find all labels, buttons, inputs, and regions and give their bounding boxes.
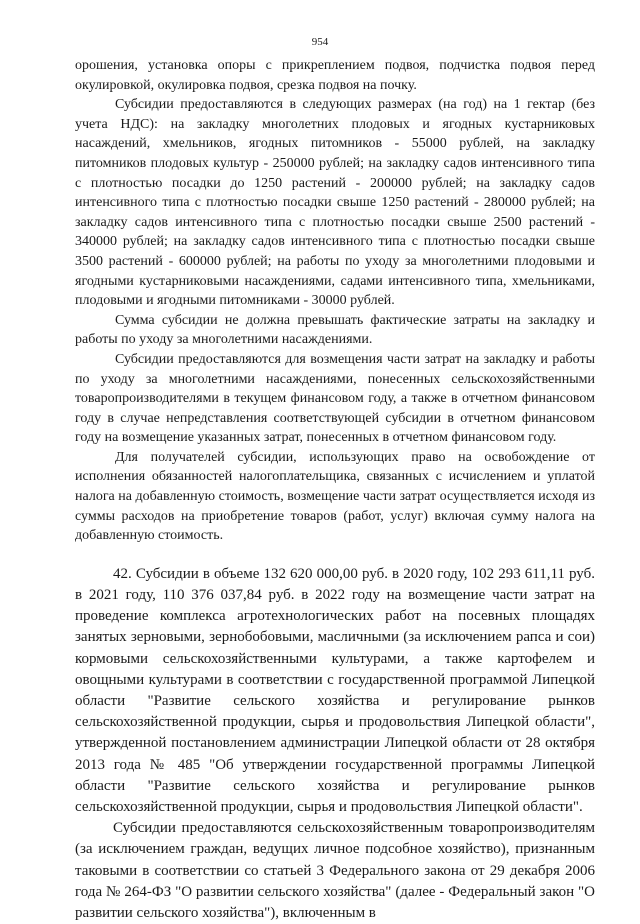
paragraph-recipients: Субсидии предоставляются сельскохозяйственным товаропроизводителям (за исключением граждан, ведущих личное подсобное хозяйство), признанным таковыми в соответствии со статьей 3 Федерального закона от 29 декабря 2006 года № 264-ФЗ "О развитии сельского хозяйства" (далее - Федеральный закон "О развитии сельского хозяйства"), включенным в <box>75 820 595 922</box>
document-body <box>75 56 595 924</box>
page-number: 954 <box>311 36 329 48</box>
paragraph-subsidy-rates: Субсидии предоставляются в следующих размерах (на год) на 1 гектар (без учета НДС): на закладку многолетних плодовых и ягодных кустарниковых насаждений, хмельников, ягодных питомников - 55000 рублей, на закладку питомников плодовых культур - 250000 рублей; на закладку садов интенсивного типа с плотностью посадки до 1250 растений - 200000 рублей; на закладку садов интенсивного типа с плотностью посадки свыше 1250 растений - 280000 рублей; на закладку садов интенсивного типа с плотностью посадки свыше 2500 растений - 340000 рублей; на закладку садов интенсивного типа с плотностью посадки свыше 3500 растений - 600000 рублей; на работы по уходу за многолетними плодовыми и ягодными кустарниковыми насаждениями, садами интенсивного типа, хмельниками, плодовыми и ягодными питомниками - 30000 рублей. <box>75 97 595 309</box>
section-42 <box>75 564 595 924</box>
paragraph-vat-note: Для получателей субсидии, использующих право на освобождение от исполнения обязанностей налогоплательщика, связанных с исчислением и уплатой налога на добавленную стоимость, возмещение части затрат осуществляется исходя из суммы расходов на приобретение товаров (работ, услуг) включая сумму налога на добавленную стоимость. <box>75 449 595 544</box>
paragraph-subsidy-limit: Сумма субсидии не должна превышать фактические затраты на закладку и работы по уходу за многолетними насаждениями. <box>75 312 595 348</box>
paragraph-subsidy-purpose: Субсидии предоставляются для возмещения части затрат на закладку и работы по уходу за многолетними насаждениями, понесенных сельскохозяйственными товаропроизводителями в текущем финансовом году, а также в отчетном финансовом году в случае непредставления соответствующей субсидии в отчетном финансовом году на возмещение указанных затрат, понесенных в отчетном финансовом году. <box>75 351 595 446</box>
paragraph-section-42: 42. Субсидии в объеме 132 620 000,00 руб. в 2020 году, 102 293 611,11 руб. в 2021 году, 110 376 037,84 руб. в 2022 году на возмещение части затрат на проведение комплекса агротехнологических работ на посевных площадях занятых зерновыми, зернобобовыми, масличными (за исключением рапса и сои) кормовыми сельскохозяйственными культурами, а также картофелем и овощными культурами в соответствии с государственной программой Липецкой области "Развитие сельского хозяйства и регулирование рынков сельскохозяйственной продукции, сырья и продовольствия Липецкой области", утвержденной постановлением администрации Липецкой области от 28 октября 2013 года № 485 "Об утверждении государственной программы Липецкой области "Развитие сельского хозяйства и регулирование рынков сельскохозяйственной продукции, сырья и продовольствия Липецкой области". <box>75 565 595 816</box>
paragraph-continuation: орошения, установка опоры с прикреплением подвоя, подчистка подвоя перед окулировкой, окулировка подвоя, срезка подвоя на почку. <box>75 58 595 93</box>
